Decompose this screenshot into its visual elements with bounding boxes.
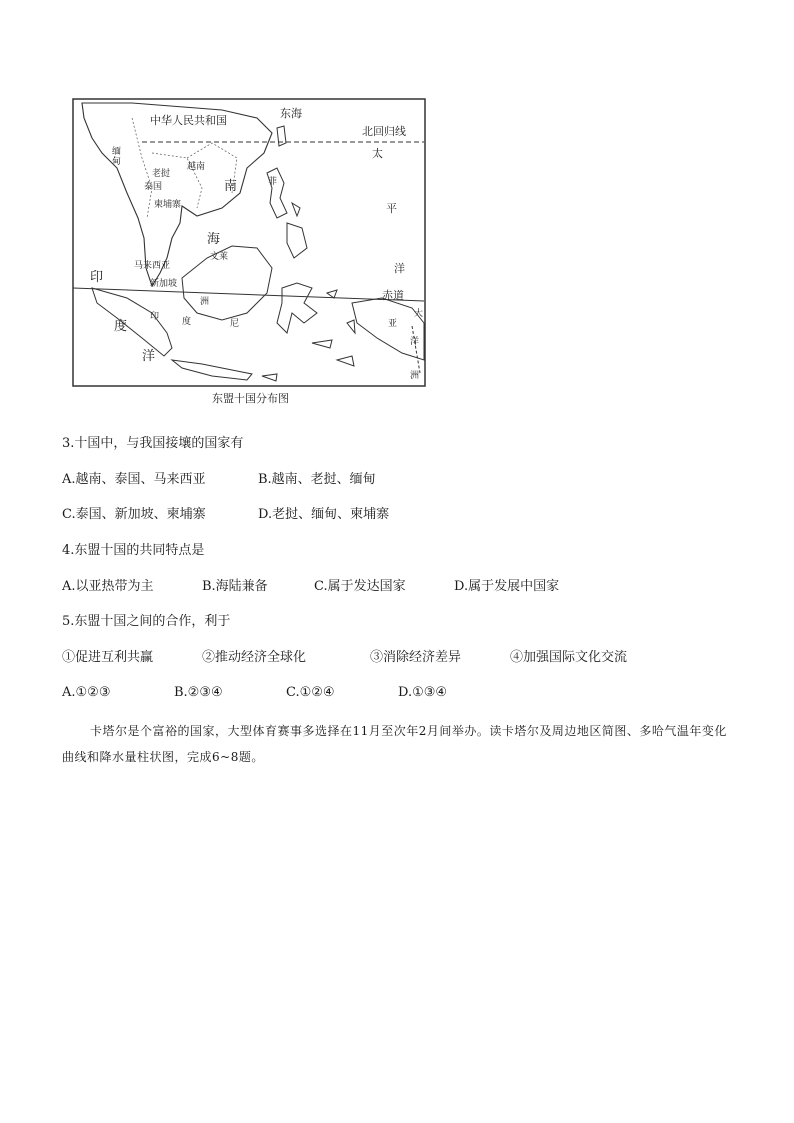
question-5-statement-4: ④加强国际文化交流	[510, 650, 628, 665]
label-thailand: 泰国	[144, 182, 163, 192]
question-3-option-b[interactable]: B.越南、老挝、缅甸	[258, 472, 376, 487]
question-4-option-b[interactable]: B.海陆兼备	[202, 579, 268, 594]
label-indian-ocean-3: 洋	[142, 349, 156, 364]
map-caption: 东盟十国分布图	[212, 392, 289, 405]
question-4-option-c[interactable]: C.属于发达国家	[314, 579, 406, 594]
label-indian-ocean-1: 印	[90, 270, 104, 285]
label-philippines: 菲	[268, 177, 278, 187]
label-tropic: 北回归线	[362, 125, 406, 138]
label-vietnam: 越南	[187, 162, 206, 172]
question-5-statement-3: ③消除经济差异	[370, 650, 462, 665]
asean-map-figure	[72, 98, 428, 408]
label-myanmar-2: 甸	[112, 157, 122, 167]
label-pacific-1: 太	[372, 147, 383, 160]
label-oceania-1: 大	[414, 309, 424, 319]
label-laos: 老挝	[152, 169, 171, 179]
label-south-sea-1: 南	[224, 179, 238, 194]
question-5-option-b[interactable]: B.②③④	[174, 685, 223, 700]
question-4-option-a[interactable]: A.以亚热带为主	[62, 579, 154, 594]
label-equator: 赤道	[382, 289, 404, 302]
label-south-sea-2: 海	[207, 232, 221, 247]
label-indonesia-1: 印	[150, 312, 160, 322]
label-oceania-3: 洲	[410, 371, 420, 381]
label-pacific-2: 平	[386, 202, 397, 215]
label-oceania-2: 洋	[410, 337, 420, 347]
label-brunei: 文莱	[210, 252, 229, 262]
question-5-stem: 5.东盟十国之间的合作，利于	[62, 614, 231, 629]
label-myanmar-1: 缅	[112, 147, 122, 157]
label-malaysia: 马来西亚	[134, 261, 171, 271]
question-5-option-a[interactable]: A.①②③	[62, 685, 111, 700]
label-asia-2: 亚	[388, 319, 398, 329]
label-cambodia: 柬埔寨	[154, 200, 182, 210]
question-3-option-c[interactable]: C.泰国、新加坡、柬埔寨	[62, 507, 206, 522]
question-3-stem: 3.十国中，与我国接壤的国家有	[62, 436, 244, 451]
label-china: 中华人民共和国	[150, 114, 227, 127]
qatar-intro-paragraph: 卡塔尔是个富裕的国家，大型体育赛事多选择在11月至次年2月间举办。读卡塔尔及周边地区简图、多哈气温年变化曲线和降水量柱状图，完成6~8题。	[62, 724, 727, 764]
question-3-option-a[interactable]: A.越南、泰国、马来西亚	[62, 472, 206, 487]
label-singapore: 新加坡	[150, 279, 178, 289]
question-5-option-c[interactable]: C.①②④	[286, 685, 335, 700]
asean-map	[72, 98, 428, 388]
question-5-option-d[interactable]: D.①③④	[398, 685, 448, 700]
label-indonesia-3: 尼	[230, 319, 240, 329]
label-indian-ocean-2: 度	[114, 319, 128, 334]
question-4-stem: 4.东盟十国的共同特点是	[62, 543, 205, 558]
label-indonesia-2: 度	[182, 317, 192, 327]
label-east-sea: 东海	[280, 107, 302, 120]
question-3-option-d[interactable]: D.老挝、缅甸、柬埔寨	[258, 507, 390, 522]
question-5-statement-2: ②推动经济全球化	[202, 650, 307, 665]
label-pacific-3: 洋	[394, 262, 405, 275]
question-5-statement-1: ①促进互利共赢	[62, 650, 154, 665]
question-4-option-d[interactable]: D.属于发展中国家	[454, 579, 560, 594]
label-asia: 洲	[200, 297, 210, 307]
